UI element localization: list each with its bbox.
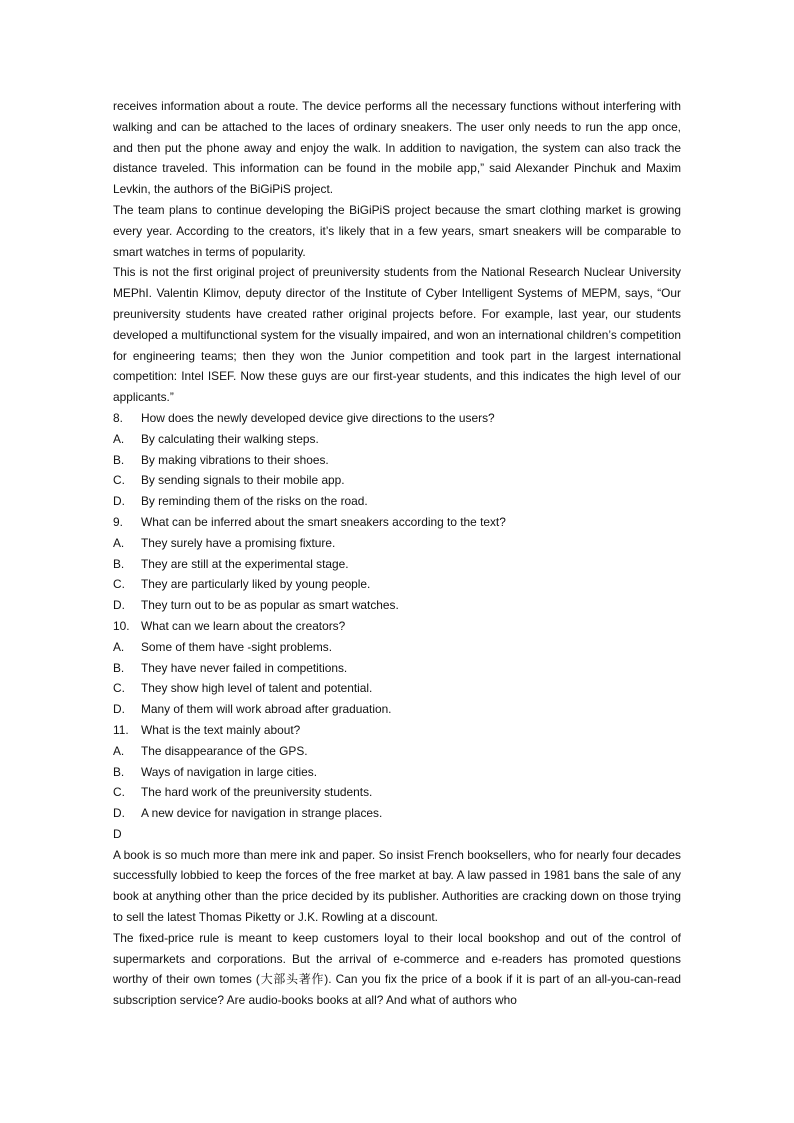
option-letter: A. [113,639,125,654]
question-9-option-b [113,554,681,575]
option-text: They are particularly liked by young people. [141,577,371,592]
option-letter: D. [113,494,125,509]
section-d-paragraph-1: A book is so much more than mere ink and paper. So insist French booksellers, who for nearly four decades successfully lobbied to keep the forces of the free market at bay. A law passed in 1981 bans the sale of any book at anything other than the price decided by its publisher. Authorities are cracking down on those trying to sell the latest Thomas Piketty or J.K. Rowling at a discount. [113,847,681,925]
option-text: Ways of navigation in large cities. [141,764,318,779]
question-11-option-c [113,782,681,803]
option-letter: C. [113,681,125,696]
option-letter: D. [113,806,125,821]
option-letter: D. [113,598,125,613]
question-10-option-a [113,637,681,658]
question-10-option-b [113,658,681,679]
question-9-option-a [113,533,681,554]
option-letter: A. [113,535,125,550]
option-text: They are still at the experimental stage. [141,556,349,571]
question-text: What can we learn about the creators? [141,618,346,633]
document-page [113,96,681,1011]
section-d-paragraph-2: The fixed-price rule is meant to keep customers loyal to their local bookshop and out of the control of supermarkets and corporations. But the arrival of e-commerce and e-readers has promoted questions worthy of their own tomes (大部头著作). Can you fix the price of a book if it is part of an all-you-can-read subscription service? Are audio-books books at all? And what of authors who [113,930,681,1008]
option-text: They have never failed in competitions. [141,660,348,675]
question-10-option-d [113,699,681,720]
question-8-option-b [113,450,681,471]
question-8-option-d [113,491,681,512]
option-text: The hard work of the preuniversity students. [141,785,373,800]
option-text: By sending signals to their mobile app. [141,473,345,488]
question-8-option-c [113,470,681,491]
option-letter: B. [113,660,125,675]
question-number: 9. [113,514,123,529]
question-8 [113,408,681,429]
question-8-option-a [113,429,681,450]
option-letter: B. [113,764,125,779]
option-text: Many of them will work abroad after graduation. [141,702,392,717]
question-9 [113,512,681,533]
option-text: They show high level of talent and potential. [141,681,373,696]
intro-paragraph-2: The team plans to continue developing the BiGiPiS project because the smart clothing market is growing every year. According to the creators, it’s likely that in a few years, smart sneakers will be comparable to smart watches in terms of popularity. [113,202,681,259]
option-text: They turn out to be as popular as smart watches. [141,598,399,613]
option-text: By calculating their walking steps. [141,431,319,446]
question-text: What is the text mainly about? [141,722,301,737]
option-text: The disappearance of the GPS. [141,743,308,758]
question-9-option-c [113,574,681,595]
question-11-option-a [113,741,681,762]
question-11 [113,720,681,741]
question-9-option-d [113,595,681,616]
question-11-option-b [113,762,681,783]
option-letter: B. [113,556,125,571]
option-letter: A. [113,743,125,758]
question-number: 8. [113,410,123,425]
question-text: How does the newly developed device give directions to the users? [141,410,495,425]
option-letter: B. [113,452,125,467]
option-text: They surely have a promising fixture. [141,535,336,550]
option-letter: C. [113,785,125,800]
option-text: By reminding them of the risks on the road. [141,494,368,509]
option-letter: C. [113,577,125,592]
option-text: A new device for navigation in strange places. [141,806,383,821]
option-letter: C. [113,473,125,488]
option-letter: D. [113,702,125,717]
question-11-option-d [113,803,681,824]
option-text: Some of them have -sight problems. [141,639,332,654]
question-text: What can be inferred about the smart sneakers according to the text? [141,514,506,529]
option-letter: A. [113,431,125,446]
question-10 [113,616,681,637]
option-text: By making vibrations to their shoes. [141,452,329,467]
question-number: 10. [113,618,130,633]
intro-paragraph-1: receives information about a route. The device performs all the necessary functions without interfering with walking and can be attached to the laces of ordinary sneakers. The user only needs to run the app once, and then put the phone away and enjoy the walk. In addition to navigation, the system can also track the distance traveled. This information can be found in the mobile app,” said Alexander Pinchuk and Maxim Levkin, the authors of the BiGiPiS project. [113,99,681,197]
question-number: 11. [113,722,129,737]
section-label: D [113,826,122,841]
question-10-option-c [113,678,681,699]
intro-paragraph-3: This is not the first original project of preuniversity students from the National Research Nuclear University MEPhI. Valentin Klimov, deputy director of the Institute of Cyber Intelligent Systems of MEPM, says, “Our preuniversity students have created rather original projects before. For example, last year, our students developed a multifunctional system for the visually impaired, and won an international children’s competition for engineering teams; then they won the Junior competition and took part in the largest international competition: Intel ISEF. Now these guys are our first-year students, and this indicates the high level of our applicants.” [113,265,681,405]
